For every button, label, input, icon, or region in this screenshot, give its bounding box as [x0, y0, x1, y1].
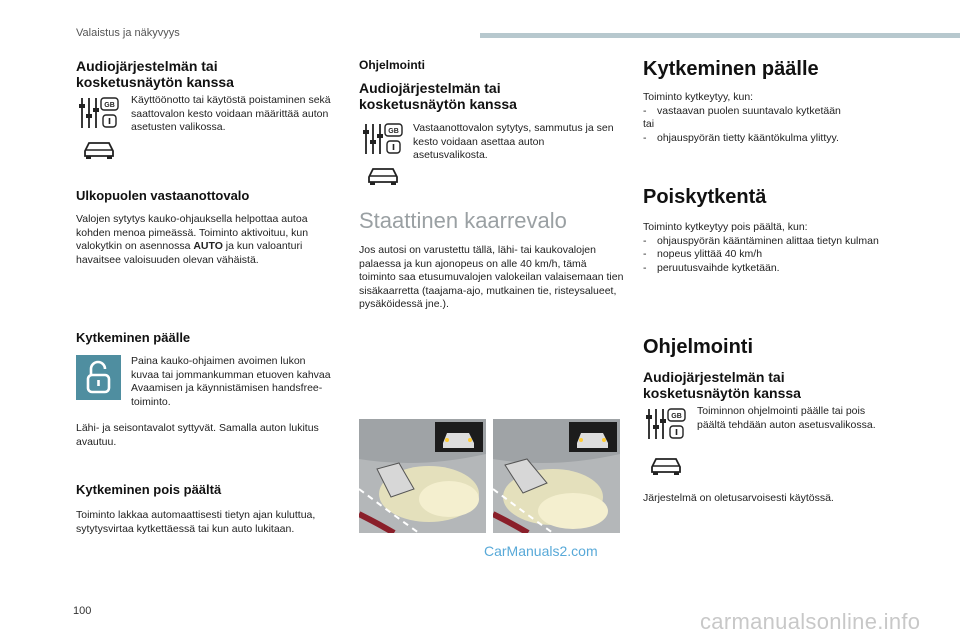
running-header: Valaistus ja näkyvyys — [76, 27, 180, 39]
svg-text:GB: GB — [388, 128, 399, 135]
text-audio-setup: Käyttöönotto tai käytöstä poistaminen sekä saattovalon kesto voidaan määrittää auton asetusten valikossa. — [131, 94, 331, 133]
text-programming-on-off: Toiminnon ohjelmointi päälle tai pois päältä tehdään auton asetusvalikossa. — [697, 405, 876, 431]
car-icon-2 — [366, 164, 400, 186]
cornering-on-conditions — [643, 91, 893, 145]
or-label: tai — [643, 118, 655, 130]
gb-settings-icon-2 — [362, 122, 404, 156]
para-switch-off: Toiminto lakkaa automaattisesti tietyn ajan kuluttua, sytytysvirtaa kytkettäessä tai kun auto lukitaan. — [76, 509, 316, 535]
page-number: 100 — [73, 605, 92, 617]
heading-audio-touchscreen-3: Audiojärjestelmän tai kosketusnäytön kanssa — [643, 369, 801, 401]
para-lights-on: Lähi- ja seisontavalot syttyvät. Samalla auton lukitus avautuu. — [76, 422, 319, 448]
watermark: carmanualsonline.info — [700, 609, 921, 634]
para-default-on: Järjestelmä on oletusarvoisesti käytössä. — [643, 492, 834, 504]
intro-on: Toiminto kytkeytyy, kun: — [643, 91, 754, 103]
header-accent-bar — [480, 33, 960, 38]
site-mark: CarManuals2.com — [484, 543, 598, 559]
para-welcome-light: Valojen sytytys kauko-ohjauksella helpottaa autoa kohden menoa pimeässä. Toiminto aktivoituu, kun valokytkin on asennossa AUTO ja kun valoanturi havaitsee valoisuuden olevan vähäistä. — [76, 213, 309, 266]
heading-switch-off: Kytkeminen pois päältä — [76, 482, 222, 497]
cornering-off-conditions — [643, 221, 893, 275]
cornering-light-illustration-left — [359, 419, 486, 538]
heading-exterior-welcome-light: Ulkopuolen vastaanottovalo — [76, 188, 250, 203]
intro-off: Toiminto kytkeytyy pois päältä, kun: — [643, 221, 808, 233]
label-programming: Ohjelmointi — [359, 58, 425, 72]
heading-static-cornering-light: Staattinen kaarrevalo — [359, 208, 567, 233]
condition-indicator: - vastaavan puolen suuntavalo kytketään — [643, 105, 893, 119]
unlock-icon — [76, 355, 121, 400]
condition-speed: - nopeus ylittää 40 km/h — [643, 248, 893, 262]
condition-reverse: - peruutusvaihde kytketään. — [643, 262, 893, 276]
car-icon-3 — [649, 454, 683, 476]
text-press-remote: Paina kauko-ohjaimen avoimen lukon kuvaa tai jommankumman etuoven kahvaa Avaamisen ja käynnistämisen handsfree-toiminto. — [131, 355, 331, 408]
svg-text:GB: GB — [104, 102, 115, 109]
text-welcome-light-setup: Vastaanottovalon sytytys, sammutus ja sen kesto voidaan asettaa auton asetusvalikosta. — [413, 122, 614, 161]
heading-audio-touchscreen: Audiojärjestelmän tai kosketusnäytön kanssa — [76, 58, 234, 90]
gb-settings-icon-3 — [645, 407, 687, 441]
heading-switch-on: Kytkeminen päälle — [76, 330, 191, 345]
car-icon — [82, 138, 116, 160]
condition-steering-below: - ohjauspyörän kääntäminen alittaa tietyn kulman — [643, 235, 893, 249]
svg-text:GB: GB — [671, 413, 682, 420]
condition-steering-angle: - ohjauspyörän tietty kääntökulma ylittyy. — [643, 132, 893, 146]
heading-audio-touchscreen-2: Audiojärjestelmän tai kosketusnäytön kanssa — [359, 80, 517, 112]
heading-cornering-on: Kytkeminen päälle — [643, 58, 819, 80]
gb-settings-icon — [78, 96, 120, 130]
para-cornering-light: Jos autosi on varustettu tällä, lähi- tai kaukovalojen palaessa ja kun ajonopeus on alle 40 km/h, tämä toiminto saa etusumuvalojen valokeilan valaisemaan tien sisäkaarretta (taajama-ajo, mutkainen tie, risteysalueet, pysäköidessä jne.). — [359, 244, 624, 310]
cornering-light-illustration-right — [493, 419, 620, 538]
heading-switch-off-cornering: Poiskytkentä — [643, 186, 767, 208]
heading-programming: Ohjelmointi — [643, 336, 753, 358]
